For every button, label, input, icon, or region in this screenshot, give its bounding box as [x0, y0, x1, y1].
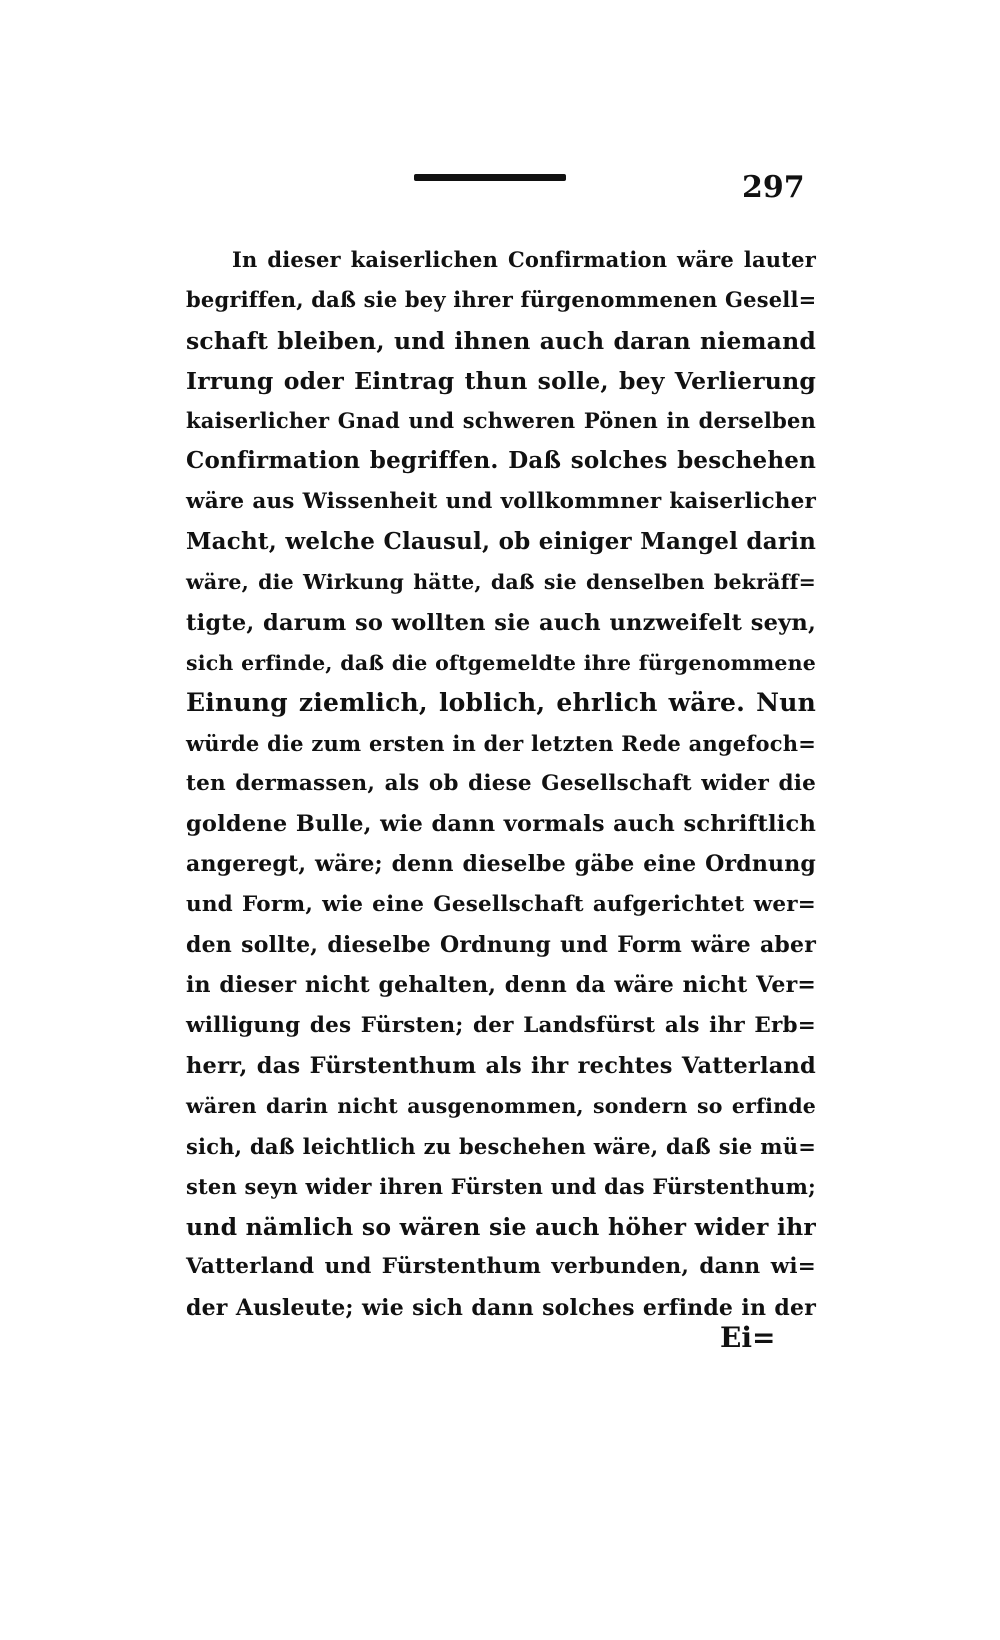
text-line: kaiserlicher Gnad und schweren Pönen in derselben: [186, 408, 816, 434]
text-line: Einung ziemlich, loblich, ehrlich wäre. Nun: [186, 688, 816, 718]
text-line: angeregt, wäre; denn dieselbe gäbe eine Ordnung: [186, 851, 816, 878]
header-rule: [414, 174, 566, 181]
text-line: tigte, darum so wollten sie auch unzweifelt seyn,: [186, 609, 816, 636]
text-line: sich erfinde, daß die oftgemeldte ihre fürgenommene: [186, 650, 816, 675]
text-line: goldene Bulle, wie dann vormals auch schriftlich: [186, 811, 816, 838]
text-line: willigung des Fürsten; der Landsfürst als ihr Erb=: [186, 1012, 816, 1038]
body-text: [186, 240, 816, 1328]
catchword: Ei=: [720, 1321, 776, 1354]
text-line: der Ausleute; wie sich dann solches erfinde in der: [186, 1294, 816, 1321]
text-line: würde die zum ersten in der letzten Rede angefoch=: [186, 730, 816, 756]
text-line: wäre aus Wissenheit und vollkommner kaiserlicher: [186, 488, 816, 514]
text-line: in dieser nicht gehalten, denn da wäre nicht Ver=: [186, 972, 816, 999]
text-line: begriffen, daß sie bey ihrer fürgenommenen Gesell=: [186, 287, 817, 313]
text-line: Irrung oder Eintrag thun solle, bey Verlierung: [186, 366, 816, 395]
text-line: sten seyn wider ihren Fürsten und das Fürstenthum;: [186, 1173, 816, 1199]
text-line: ten dermassen, als ob diese Gesellschaft wider die: [186, 770, 816, 796]
text-line: Confirmation begriffen. Daß solches beschehen: [186, 447, 816, 475]
text-line: herr, das Fürstenthum als ihr rechtes Vatterland: [186, 1052, 816, 1079]
text-line: und Form, wie eine Gesellschaft aufgerichtet wer=: [186, 891, 816, 917]
text-line: wären darin nicht ausgenommen, sondern so erfinde: [186, 1094, 816, 1119]
text-line: den sollte, dieselbe Ordnung und Form wäre aber: [186, 932, 816, 959]
text-line: In dieser kaiserlichen Confirmation wäre lauter: [232, 247, 816, 272]
page-number: 297: [742, 170, 805, 205]
text-line: wäre, die Wirkung hätte, daß sie denselben bekräff=: [186, 570, 816, 595]
text-line: sich, daß leichtlich zu beschehen wäre, daß sie mü=: [186, 1133, 816, 1159]
text-line: schaft bleiben, und ihnen auch daran niemand: [186, 326, 816, 355]
text-line: und nämlich so wären sie auch höher wider ihr: [186, 1213, 816, 1242]
text-line: Macht, welche Clausul, ob einiger Mangel darin: [186, 528, 816, 556]
text-line: Vatterland und Fürstenthum verbunden, dann wi=: [186, 1254, 816, 1280]
